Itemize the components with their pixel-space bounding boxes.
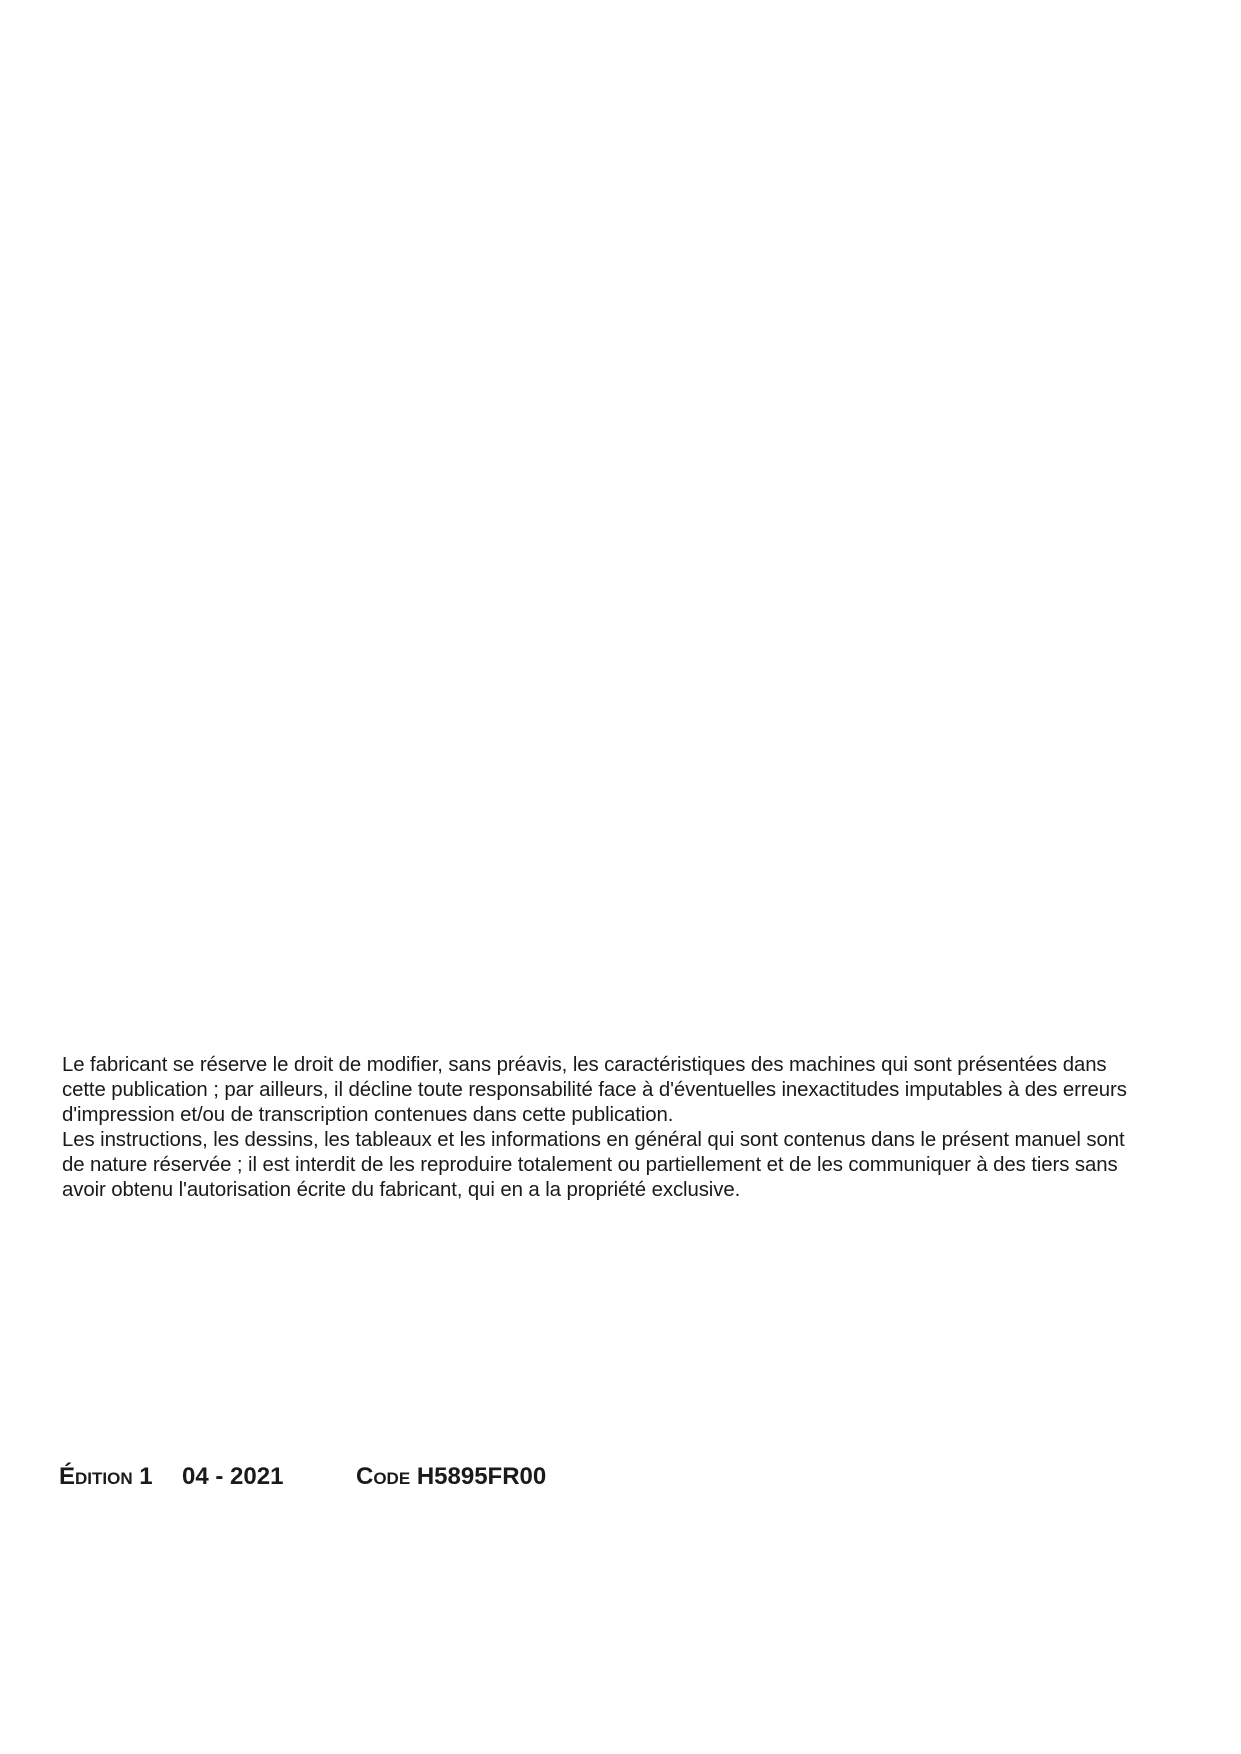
disclaimer-paragraph-1: Le fabricant se réserve le droit de modifier, sans préavis, les caractéristiques des machines qui sont présentées dans cette publication ; par ailleurs, il décline toute responsabilité face à d'éventuelles inexactitudes imputables à des erreurs d'impression et/ou de transcription contenues dans cette publication. [62, 1054, 1127, 1126]
disclaimer-text [62, 1053, 1142, 1203]
edition-label: Édition 1 [59, 1463, 153, 1490]
disclaimer-paragraph-2: Les instructions, les dessins, les tableaux et les informations en général qui sont contenus dans le présent manuel sont de nature réservée ; il est interdit de les reproduire totalement ou partiellement et de les communiquer à des tiers sans avoir obtenu l'autorisation écrite du fabricant, qui en a la propriété exclusive. [62, 1129, 1125, 1201]
document-code: Code H5895FR00 [356, 1463, 547, 1490]
edition-date: 04 - 2021 [182, 1463, 284, 1490]
